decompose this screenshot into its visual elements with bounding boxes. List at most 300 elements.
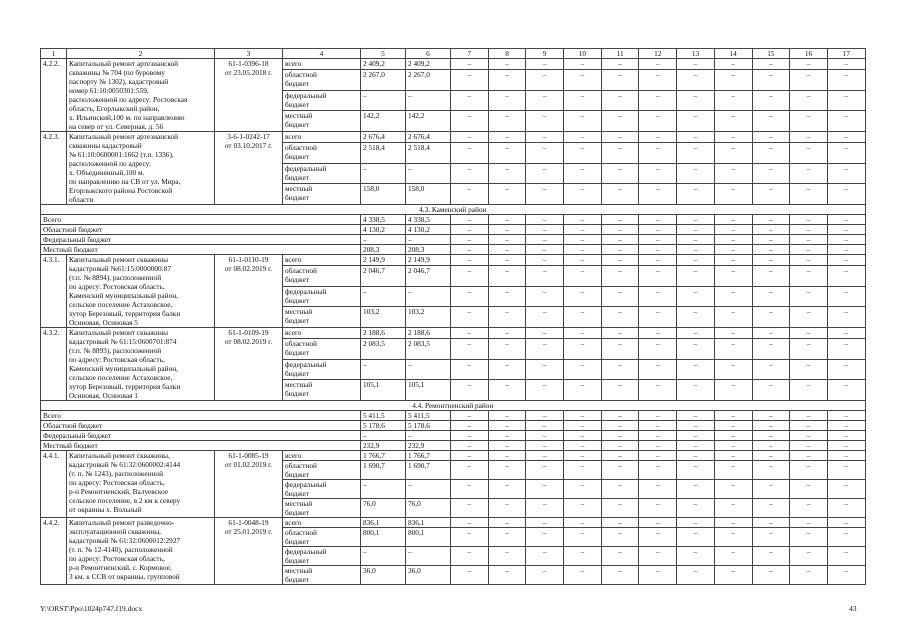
empty-value-dash: – (639, 441, 677, 451)
empty-value-dash: – (677, 480, 715, 499)
empty-value-dash: – (639, 480, 677, 499)
empty-value-dash: – (601, 59, 639, 70)
empty-value-dash: – (639, 566, 677, 585)
empty-value-dash: – (639, 338, 677, 359)
empty-value-dash: – (488, 441, 526, 451)
amount-year: 2 267,0 (406, 69, 451, 90)
amount-year: 2 149,9 (406, 255, 451, 266)
empty-value-dash: – (601, 184, 639, 205)
empty-value-dash: – (677, 328, 715, 339)
empty-value-dash: – (827, 518, 865, 528)
funding-source: областной бюджет (283, 338, 361, 359)
empty-value-dash: – (752, 286, 790, 307)
empty-value-dash: – (564, 518, 602, 528)
empty-value-dash: – (451, 380, 489, 401)
empty-value-dash: – (488, 547, 526, 566)
empty-value-dash: – (564, 328, 602, 339)
empty-value-dash: – (677, 225, 715, 235)
total-amount: 232,9 (361, 441, 406, 451)
empty-value-dash: – (564, 90, 602, 111)
empty-value-dash: – (677, 380, 715, 401)
amount-year: 2 676,4 (406, 132, 451, 143)
empty-value-dash: – (714, 411, 752, 421)
total-label: Местный бюджет (41, 245, 361, 255)
empty-value-dash: – (601, 411, 639, 421)
empty-value-dash: – (488, 461, 526, 480)
empty-value-dash: – (488, 59, 526, 70)
empty-value-dash: – (526, 255, 564, 266)
empty-value-dash: – (677, 307, 715, 328)
empty-value-dash: – (451, 338, 489, 359)
amount-total: 105,1 (361, 380, 406, 401)
amount-total: – (361, 359, 406, 380)
empty-value-dash: – (564, 411, 602, 421)
empty-value-dash: – (714, 59, 752, 70)
empty-value-dash: – (790, 225, 828, 235)
amount-year: 105,1 (406, 380, 451, 401)
object-funding-row (41, 132, 866, 143)
empty-value-dash: – (752, 215, 790, 225)
empty-value-dash: – (752, 111, 790, 132)
empty-value-dash: – (752, 518, 790, 528)
empty-value-dash: – (714, 245, 752, 255)
empty-value-dash: – (714, 461, 752, 480)
empty-value-dash: – (564, 142, 602, 163)
object-document: 61-1-0048-19 от 25.01.2019 г. (215, 518, 283, 585)
empty-value-dash: – (790, 499, 828, 518)
empty-value-dash: – (714, 547, 752, 566)
empty-value-dash: – (639, 184, 677, 205)
object-funding-row (41, 451, 866, 461)
empty-value-dash: – (451, 69, 489, 90)
empty-value-dash: – (526, 69, 564, 90)
column-number: 8 (488, 49, 526, 59)
empty-value-dash: – (526, 286, 564, 307)
empty-value-dash: – (790, 307, 828, 328)
amount-total: 2 409,2 (361, 59, 406, 70)
empty-value-dash: – (714, 451, 752, 461)
empty-value-dash: – (488, 142, 526, 163)
empty-value-dash: – (752, 265, 790, 286)
total-amount: 4 338,5 (361, 215, 406, 225)
column-numbers-row (41, 49, 866, 59)
empty-value-dash: – (564, 59, 602, 70)
empty-value-dash: – (639, 431, 677, 441)
empty-value-dash: – (677, 566, 715, 585)
funding-source: областной бюджет (283, 69, 361, 90)
empty-value-dash: – (677, 338, 715, 359)
empty-value-dash: – (451, 255, 489, 266)
empty-value-dash: – (827, 359, 865, 380)
empty-value-dash: – (601, 111, 639, 132)
empty-value-dash: – (526, 566, 564, 585)
empty-value-dash: – (488, 132, 526, 143)
empty-value-dash: – (790, 184, 828, 205)
empty-value-dash: – (601, 461, 639, 480)
empty-value-dash: – (601, 431, 639, 441)
empty-value-dash: – (827, 461, 865, 480)
funding-source: всего (283, 518, 361, 528)
empty-value-dash: – (790, 338, 828, 359)
empty-value-dash: – (827, 286, 865, 307)
column-number: 10 (564, 49, 602, 59)
amount-total: 2 518,4 (361, 142, 406, 163)
empty-value-dash: – (714, 184, 752, 205)
empty-value-dash: – (488, 265, 526, 286)
empty-value-dash: – (451, 528, 489, 547)
empty-value-dash: – (827, 163, 865, 184)
empty-value-dash: – (488, 286, 526, 307)
section-header-row (41, 205, 866, 215)
empty-value-dash: – (752, 142, 790, 163)
empty-value-dash: – (752, 245, 790, 255)
empty-value-dash: – (714, 215, 752, 225)
amount-total: 2 046,7 (361, 265, 406, 286)
empty-value-dash: – (451, 111, 489, 132)
section-total-row (41, 215, 866, 225)
empty-value-dash: – (677, 215, 715, 225)
empty-value-dash: – (827, 245, 865, 255)
empty-value-dash: – (677, 518, 715, 528)
empty-value-dash: – (451, 235, 489, 245)
empty-value-dash: – (451, 142, 489, 163)
empty-value-dash: – (827, 215, 865, 225)
total-amount-year: 208,3 (406, 245, 451, 255)
empty-value-dash: – (526, 215, 564, 225)
funding-source: областной бюджет (283, 142, 361, 163)
funding-source: всего (283, 328, 361, 339)
empty-value-dash: – (714, 441, 752, 451)
empty-value-dash: – (714, 338, 752, 359)
section-total-row (41, 431, 866, 441)
object-description: Капитальный ремонт артезианской скважины № 704 (по буровому паспорту № 1302), кадастровый номер 61:10:0050301:559, расположенной по адресу: Ростовская область, Егорлыкский район, х. Ильинский,100 м. по направлению на север от ул. Северная, д. 56 (67, 59, 215, 132)
empty-value-dash: – (639, 411, 677, 421)
total-amount: 4 130,2 (361, 225, 406, 235)
empty-value-dash: – (526, 132, 564, 143)
section-total-row (41, 235, 866, 245)
amount-year: 1 766,7 (406, 451, 451, 461)
object-description: Капитальный ремонт артезианской скважины кадастровый № 61:10:0600001:1662 (т.п. 1336), расположенной по адресу: х. Объединенный,100 м. по направлению на СВ от ул. Мира, Егорлыкского района Ростовской области (67, 132, 215, 205)
empty-value-dash: – (827, 411, 865, 421)
empty-value-dash: – (526, 225, 564, 235)
empty-value-dash: – (714, 359, 752, 380)
empty-value-dash: – (639, 90, 677, 111)
section-header-row (41, 401, 866, 411)
column-number: 5 (361, 49, 406, 59)
empty-value-dash: – (601, 255, 639, 266)
amount-total: 2 676,4 (361, 132, 406, 143)
object-code: 4.2.2. (41, 59, 67, 132)
empty-value-dash: – (639, 518, 677, 528)
funding-source: федеральный бюджет (283, 286, 361, 307)
empty-value-dash: – (488, 359, 526, 380)
empty-value-dash: – (526, 142, 564, 163)
empty-value-dash: – (601, 307, 639, 328)
funding-source: всего (283, 132, 361, 143)
empty-value-dash: – (827, 265, 865, 286)
amount-year: 158,0 (406, 184, 451, 205)
empty-value-dash: – (639, 528, 677, 547)
funding-source: всего (283, 255, 361, 266)
total-amount-year: 4 338,5 (406, 215, 451, 225)
empty-value-dash: – (526, 528, 564, 547)
empty-value-dash: – (601, 547, 639, 566)
amount-total: 36,0 (361, 566, 406, 585)
empty-value-dash: – (601, 286, 639, 307)
empty-value-dash: – (564, 566, 602, 585)
empty-value-dash: – (601, 132, 639, 143)
empty-value-dash: – (677, 255, 715, 266)
empty-value-dash: – (714, 566, 752, 585)
empty-value-dash: – (526, 499, 564, 518)
funding-source: местный бюджет (283, 184, 361, 205)
empty-value-dash: – (714, 480, 752, 499)
funding-source: всего (283, 59, 361, 70)
amount-total: – (361, 286, 406, 307)
empty-value-dash: – (752, 461, 790, 480)
total-amount-year: 232,9 (406, 441, 451, 451)
empty-value-dash: – (752, 480, 790, 499)
empty-value-dash: – (601, 265, 639, 286)
total-label: Всего (41, 411, 361, 421)
empty-value-dash: – (677, 265, 715, 286)
empty-value-dash: – (601, 245, 639, 255)
empty-value-dash: – (488, 566, 526, 585)
amount-year: 76,0 (406, 499, 451, 518)
empty-value-dash: – (790, 451, 828, 461)
empty-value-dash: – (714, 255, 752, 266)
funding-table (40, 48, 866, 585)
object-description: Капитальный ремонт разведочно- эксплуатационной скважины, кадастровый № 61:32:0600012:2927 (т. п. № 12-4140), расположенной по адресу: Ростовская область, р-н Ремонтненский, с. Кормовое, 3 км. к ССВ от окраины, групповой (67, 518, 215, 585)
amount-total: 142,2 (361, 111, 406, 132)
empty-value-dash: – (677, 235, 715, 245)
total-label: Областной бюджет (41, 421, 361, 431)
empty-value-dash: – (714, 235, 752, 245)
empty-value-dash: – (639, 132, 677, 143)
column-number: 3 (215, 49, 283, 59)
empty-value-dash: – (677, 451, 715, 461)
empty-value-dash: – (677, 184, 715, 205)
empty-value-dash: – (451, 286, 489, 307)
amount-total: 2 267,0 (361, 69, 406, 90)
empty-value-dash: – (752, 338, 790, 359)
object-description: Капитальный ремонт скважины кадастровый № 61:15:0600701:874 (т.п. № 8893), расположенной по адресу: Ростовская область, Каменский муниципальный район, сельское поселение Астаховское, хутор Березовый, территория балки Осиновая, Осиновая 1 (67, 328, 215, 401)
empty-value-dash: – (827, 547, 865, 566)
empty-value-dash: – (601, 142, 639, 163)
column-number: 16 (790, 49, 828, 59)
empty-value-dash: – (714, 421, 752, 431)
empty-value-dash: – (451, 547, 489, 566)
empty-value-dash: – (488, 451, 526, 461)
column-number: 15 (752, 49, 790, 59)
empty-value-dash: – (564, 359, 602, 380)
amount-year: 2 518,4 (406, 142, 451, 163)
amount-year: 836,1 (406, 518, 451, 528)
empty-value-dash: – (752, 255, 790, 266)
amount-year: 36,0 (406, 566, 451, 585)
amount-year: 2 188,6 (406, 328, 451, 339)
empty-value-dash: – (488, 421, 526, 431)
empty-value-dash: – (526, 411, 564, 421)
empty-value-dash: – (827, 69, 865, 90)
empty-value-dash: – (526, 245, 564, 255)
empty-value-dash: – (714, 528, 752, 547)
empty-value-dash: – (677, 461, 715, 480)
object-code: 4.2.3. (41, 132, 67, 205)
column-number: 13 (677, 49, 715, 59)
empty-value-dash: – (639, 421, 677, 431)
empty-value-dash: – (752, 421, 790, 431)
empty-value-dash: – (790, 111, 828, 132)
empty-value-dash: – (639, 225, 677, 235)
amount-year: 2 083,5 (406, 338, 451, 359)
empty-value-dash: – (714, 307, 752, 328)
empty-value-dash: – (564, 111, 602, 132)
empty-value-dash: – (752, 235, 790, 245)
section-total-row (41, 441, 866, 451)
empty-value-dash: – (526, 518, 564, 528)
empty-value-dash: – (526, 111, 564, 132)
amount-year: – (406, 286, 451, 307)
funding-source: федеральный бюджет (283, 547, 361, 566)
empty-value-dash: – (564, 132, 602, 143)
empty-value-dash: – (488, 431, 526, 441)
empty-value-dash: – (639, 461, 677, 480)
empty-value-dash: – (827, 184, 865, 205)
section-total-row (41, 225, 866, 235)
amount-year: 2 046,7 (406, 265, 451, 286)
empty-value-dash: – (639, 499, 677, 518)
empty-value-dash: – (488, 307, 526, 328)
amount-year: – (406, 480, 451, 499)
empty-value-dash: – (451, 451, 489, 461)
empty-value-dash: – (677, 431, 715, 441)
empty-value-dash: – (752, 547, 790, 566)
empty-value-dash: – (714, 90, 752, 111)
amount-year: 2 409,2 (406, 59, 451, 70)
empty-value-dash: – (790, 359, 828, 380)
empty-value-dash: – (639, 59, 677, 70)
funding-source: местный бюджет (283, 307, 361, 328)
empty-value-dash: – (752, 528, 790, 547)
empty-value-dash: – (601, 451, 639, 461)
empty-value-dash: – (714, 142, 752, 163)
empty-value-dash: – (601, 380, 639, 401)
empty-value-dash: – (790, 69, 828, 90)
object-document: 61-1-0085-19 от 01.02.2019 г. (215, 451, 283, 518)
column-number: 1 (41, 49, 67, 59)
object-document: 61-1-0109-19 от 08.02.2019 г. (215, 328, 283, 401)
empty-value-dash: – (827, 528, 865, 547)
empty-value-dash: – (790, 547, 828, 566)
empty-value-dash: – (752, 411, 790, 421)
empty-value-dash: – (639, 69, 677, 90)
empty-value-dash: – (714, 69, 752, 90)
empty-value-dash: – (601, 499, 639, 518)
empty-value-dash: – (526, 480, 564, 499)
funding-source: местный бюджет (283, 380, 361, 401)
funding-source: федеральный бюджет (283, 163, 361, 184)
empty-value-dash: – (564, 547, 602, 566)
funding-source: областной бюджет (283, 265, 361, 286)
empty-value-dash: – (639, 307, 677, 328)
empty-value-dash: – (639, 142, 677, 163)
empty-value-dash: – (526, 461, 564, 480)
object-code: 4.4.1. (41, 451, 67, 518)
column-number: 17 (827, 49, 865, 59)
empty-value-dash: – (790, 286, 828, 307)
column-number: 7 (451, 49, 489, 59)
empty-value-dash: – (564, 451, 602, 461)
empty-value-dash: – (790, 528, 828, 547)
empty-value-dash: – (790, 441, 828, 451)
object-code: 4.3.2. (41, 328, 67, 401)
empty-value-dash: – (564, 184, 602, 205)
empty-value-dash: – (564, 255, 602, 266)
funding-source: всего (283, 451, 361, 461)
total-amount-year: 4 130,2 (406, 225, 451, 235)
empty-value-dash: – (752, 380, 790, 401)
empty-value-dash: – (677, 359, 715, 380)
total-amount-year: 5 178,6 (406, 421, 451, 431)
empty-value-dash: – (677, 421, 715, 431)
empty-value-dash: – (752, 90, 790, 111)
empty-value-dash: – (488, 111, 526, 132)
empty-value-dash: – (752, 69, 790, 90)
empty-value-dash: – (752, 163, 790, 184)
empty-value-dash: – (790, 566, 828, 585)
empty-value-dash: – (752, 566, 790, 585)
column-number: 12 (639, 49, 677, 59)
empty-value-dash: – (451, 359, 489, 380)
empty-value-dash: – (827, 421, 865, 431)
empty-value-dash: – (752, 431, 790, 441)
empty-value-dash: – (790, 328, 828, 339)
empty-value-dash: – (488, 255, 526, 266)
amount-total: 800,1 (361, 528, 406, 547)
empty-value-dash: – (526, 328, 564, 339)
empty-value-dash: – (526, 235, 564, 245)
empty-value-dash: – (488, 184, 526, 205)
empty-value-dash: – (714, 328, 752, 339)
empty-value-dash: – (639, 215, 677, 225)
empty-value-dash: – (639, 380, 677, 401)
object-document: 3-6-1-0242-17 от 03.10.2017 г. (215, 132, 283, 205)
total-amount: – (361, 235, 406, 245)
empty-value-dash: – (601, 441, 639, 451)
section-total-row (41, 411, 866, 421)
empty-value-dash: – (677, 245, 715, 255)
empty-value-dash: – (564, 338, 602, 359)
empty-value-dash: – (752, 441, 790, 451)
empty-value-dash: – (827, 59, 865, 70)
empty-value-dash: – (790, 245, 828, 255)
total-amount: – (361, 431, 406, 441)
amount-total: 2 083,5 (361, 338, 406, 359)
empty-value-dash: – (526, 380, 564, 401)
empty-value-dash: – (752, 499, 790, 518)
funding-source: местный бюджет (283, 111, 361, 132)
empty-value-dash: – (564, 480, 602, 499)
empty-value-dash: – (639, 163, 677, 184)
object-description: Капитальный ремонт скважины, кадастровый № 61:32:0600002:4144 (т. п. № 1243), расположенной по адресу: Ростовская область, р-н Ремонтненский, Валуевское сельское поселение, в 2 км к северу от окраины х. Вольный (67, 451, 215, 518)
total-amount: 208,3 (361, 245, 406, 255)
empty-value-dash: – (451, 441, 489, 451)
empty-value-dash: – (526, 431, 564, 441)
object-code: 4.3.1. (41, 255, 67, 328)
empty-value-dash: – (827, 255, 865, 266)
funding-source: федеральный бюджет (283, 359, 361, 380)
